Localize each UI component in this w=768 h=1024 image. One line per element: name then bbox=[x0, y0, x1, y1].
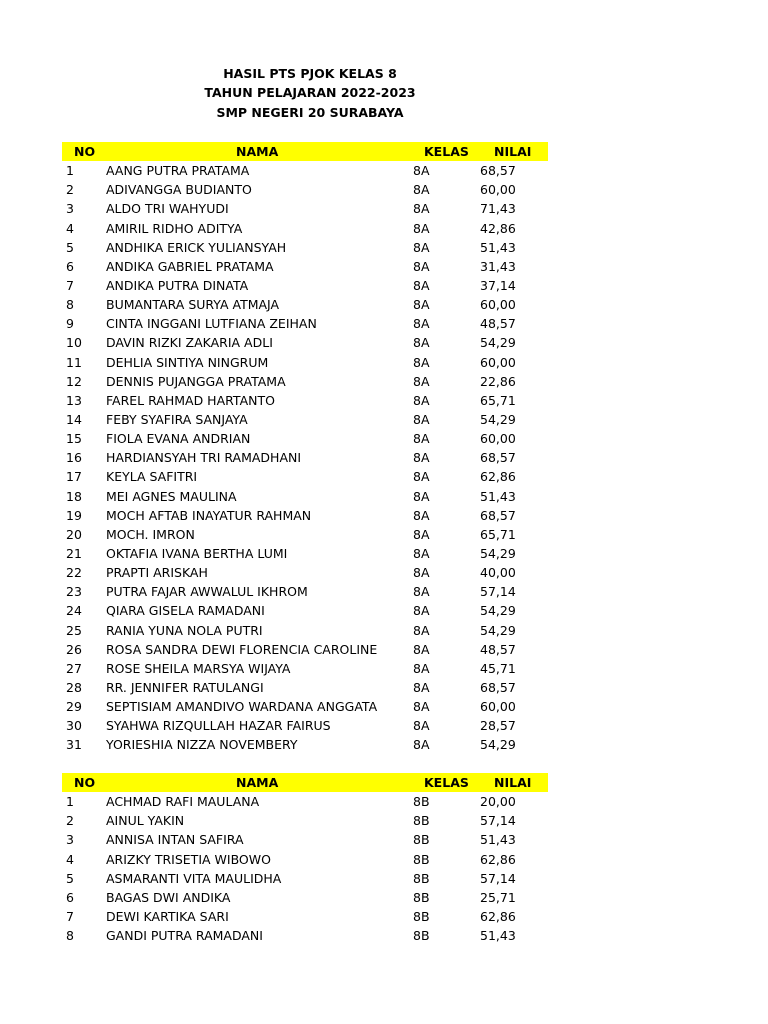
cell-no: 30 bbox=[66, 718, 82, 734]
cell-nama: ROSA SANDRA DEWI FLORENCIA CAROLINE bbox=[106, 641, 378, 657]
cell-kelas: 8A bbox=[413, 450, 430, 466]
cell-kelas: 8A bbox=[413, 220, 430, 236]
table-row bbox=[62, 907, 548, 926]
cell-nilai: 48,57 bbox=[480, 316, 516, 332]
cell-nama: DEHLIA SINTIYA NINGRUM bbox=[106, 354, 269, 370]
table-row bbox=[62, 410, 548, 429]
table-row bbox=[62, 926, 548, 945]
header-kelas: KELAS bbox=[424, 775, 469, 790]
cell-nilai: 62,86 bbox=[480, 469, 516, 485]
cell-nama: ANDIKA PUTRA DINATA bbox=[106, 277, 249, 293]
cell-nilai: 57,14 bbox=[480, 584, 516, 600]
table-row bbox=[62, 180, 548, 199]
cell-kelas: 8A bbox=[413, 258, 430, 274]
cell-nilai: 60,00 bbox=[480, 699, 516, 715]
table-row bbox=[62, 811, 548, 830]
cell-kelas: 8A bbox=[413, 431, 430, 447]
cell-nilai: 54,29 bbox=[480, 545, 516, 561]
table-row bbox=[62, 697, 548, 716]
title-line-year: TAHUN PELAJARAN 2022-2023 bbox=[204, 85, 416, 101]
cell-nama: ANDIKA GABRIEL PRATAMA bbox=[106, 258, 274, 274]
cell-no: 21 bbox=[66, 545, 82, 561]
cell-kelas: 8A bbox=[413, 163, 430, 179]
cell-nama: KEYLA SAFITRI bbox=[106, 469, 198, 485]
table-row bbox=[62, 448, 548, 467]
cell-nama: AANG PUTRA PRATAMA bbox=[106, 163, 250, 179]
table-row bbox=[62, 391, 548, 410]
cell-nama: RR. JENNIFER RATULANGI bbox=[106, 679, 264, 695]
cell-nama: HARDIANSYAH TRI RAMADHANI bbox=[106, 450, 302, 466]
table-row bbox=[62, 353, 548, 372]
cell-no: 26 bbox=[66, 641, 82, 657]
cell-kelas: 8A bbox=[413, 565, 430, 581]
cell-nama: MOCH AFTAB INAYATUR RAHMAN bbox=[106, 507, 312, 523]
cell-kelas: 8A bbox=[413, 335, 430, 351]
cell-nilai: 68,57 bbox=[480, 450, 516, 466]
cell-kelas: 8B bbox=[413, 870, 430, 886]
header-no: NO bbox=[74, 775, 96, 790]
cell-nilai: 45,71 bbox=[480, 660, 516, 676]
cell-kelas: 8A bbox=[413, 182, 430, 198]
table-row bbox=[62, 678, 548, 697]
cell-no: 28 bbox=[66, 679, 82, 695]
cell-no: 8 bbox=[66, 928, 74, 944]
cell-nilai: 54,29 bbox=[480, 603, 516, 619]
cell-kelas: 8A bbox=[413, 699, 430, 715]
cell-no: 27 bbox=[66, 660, 82, 676]
table-row bbox=[62, 888, 548, 907]
table-row bbox=[62, 601, 548, 620]
cell-nama: ROSE SHEILA MARSYA WIJAYA bbox=[106, 660, 291, 676]
cell-nilai: 60,00 bbox=[480, 431, 516, 447]
cell-nama: SYAHWA RIZQULLAH HAZAR FAIRUS bbox=[106, 718, 331, 734]
cell-nama: AINUL YAKIN bbox=[106, 813, 185, 829]
cell-nama: ASMARANTI VITA MAULIDHA bbox=[106, 870, 282, 886]
table-row bbox=[62, 161, 548, 180]
cell-nilai: 65,71 bbox=[480, 392, 516, 408]
cell-no: 24 bbox=[66, 603, 82, 619]
cell-nama: DEWI KARTIKA SARI bbox=[106, 908, 229, 924]
cell-no: 25 bbox=[66, 622, 82, 638]
cell-no: 23 bbox=[66, 584, 82, 600]
cell-nilai: 54,29 bbox=[480, 622, 516, 638]
cell-no: 13 bbox=[66, 392, 82, 408]
cell-nilai: 62,86 bbox=[480, 851, 516, 867]
cell-kelas: 8B bbox=[413, 908, 430, 924]
cell-kelas: 8A bbox=[413, 469, 430, 485]
cell-kelas: 8A bbox=[413, 526, 430, 542]
cell-kelas: 8A bbox=[413, 660, 430, 676]
cell-no: 5 bbox=[66, 870, 74, 886]
table-row bbox=[62, 314, 548, 333]
cell-nama: FIOLA EVANA ANDRIAN bbox=[106, 431, 251, 447]
cell-kelas: 8B bbox=[413, 889, 430, 905]
cell-no: 10 bbox=[66, 335, 82, 351]
cell-no: 11 bbox=[66, 354, 82, 370]
cell-no: 2 bbox=[66, 182, 74, 198]
cell-kelas: 8A bbox=[413, 297, 430, 313]
cell-kelas: 8A bbox=[413, 239, 430, 255]
cell-no: 15 bbox=[66, 431, 82, 447]
table-row bbox=[62, 716, 548, 735]
cell-no: 6 bbox=[66, 889, 74, 905]
table-row bbox=[62, 830, 548, 849]
grade-table-8a bbox=[62, 142, 548, 755]
cell-nama: ACHMAD RAFI MAULANA bbox=[106, 794, 260, 810]
cell-nama: FEBY SYAFIRA SANJAYA bbox=[106, 411, 248, 427]
cell-no: 31 bbox=[66, 737, 82, 753]
cell-nama: ANDHIKA ERICK YULIANSYAH bbox=[106, 239, 287, 255]
cell-kelas: 8A bbox=[413, 584, 430, 600]
cell-no: 29 bbox=[66, 699, 82, 715]
cell-nilai: 48,57 bbox=[480, 641, 516, 657]
table-row bbox=[62, 544, 548, 563]
header-nama: NAMA bbox=[236, 775, 279, 790]
cell-kelas: 8B bbox=[413, 794, 430, 810]
cell-kelas: 8A bbox=[413, 316, 430, 332]
table-row bbox=[62, 333, 548, 352]
cell-no: 3 bbox=[66, 201, 74, 217]
cell-nilai: 54,29 bbox=[480, 411, 516, 427]
cell-nama: RANIA YUNA NOLA PUTRI bbox=[106, 622, 263, 638]
cell-nilai: 60,00 bbox=[480, 297, 516, 313]
table-row bbox=[62, 869, 548, 888]
cell-nama: YORIESHIA NIZZA NOVEMBERY bbox=[106, 737, 298, 753]
cell-nama: PUTRA FAJAR AWWALUL IKHROM bbox=[106, 584, 308, 600]
cell-nilai: 57,14 bbox=[480, 870, 516, 886]
cell-kelas: 8A bbox=[413, 545, 430, 561]
cell-nilai: 71,43 bbox=[480, 201, 516, 217]
cell-no: 1 bbox=[66, 163, 74, 179]
cell-no: 6 bbox=[66, 258, 74, 274]
cell-kelas: 8A bbox=[413, 373, 430, 389]
cell-kelas: 8A bbox=[413, 718, 430, 734]
cell-no: 2 bbox=[66, 813, 74, 829]
cell-nilai: 51,43 bbox=[480, 239, 516, 255]
cell-nama: BUMANTARA SURYA ATMAJA bbox=[106, 297, 280, 313]
header-nilai: NILAI bbox=[494, 775, 532, 790]
cell-nilai: 42,86 bbox=[480, 220, 516, 236]
cell-no: 4 bbox=[66, 851, 74, 867]
cell-kelas: 8A bbox=[413, 411, 430, 427]
header-nilai: NILAI bbox=[494, 144, 532, 159]
cell-kelas: 8A bbox=[413, 507, 430, 523]
cell-no: 4 bbox=[66, 220, 74, 236]
table-row bbox=[62, 659, 548, 678]
cell-nama: ARIZKY TRISETIA WIBOWO bbox=[106, 851, 271, 867]
table-row bbox=[62, 525, 548, 544]
cell-nama: SEPTISIAM AMANDIVO WARDANA ANGGATA bbox=[106, 699, 378, 715]
cell-no: 9 bbox=[66, 316, 74, 332]
table-row bbox=[62, 257, 548, 276]
cell-nilai: 54,29 bbox=[480, 335, 516, 351]
cell-nama: FAREL RAHMAD HARTANTO bbox=[106, 392, 275, 408]
table-row bbox=[62, 372, 548, 391]
cell-nilai: 54,29 bbox=[480, 737, 516, 753]
cell-nama: BAGAS DWI ANDIKA bbox=[106, 889, 231, 905]
cell-kelas: 8A bbox=[413, 277, 430, 293]
cell-nilai: 57,14 bbox=[480, 813, 516, 829]
table-row bbox=[62, 792, 548, 811]
header-nama: NAMA bbox=[236, 144, 279, 159]
title-line-exam: HASIL PTS PJOK KELAS 8 bbox=[223, 66, 397, 81]
cell-nilai: 31,43 bbox=[480, 258, 516, 274]
cell-nama: AMIRIL RIDHO ADITYA bbox=[106, 220, 243, 236]
table-row bbox=[62, 582, 548, 601]
cell-no: 5 bbox=[66, 239, 74, 255]
cell-nama: OKTAFIA IVANA BERTHA LUMI bbox=[106, 545, 288, 561]
cell-nilai: 68,57 bbox=[480, 507, 516, 523]
cell-no: 22 bbox=[66, 565, 82, 581]
cell-nama: DENNIS PUJANGGA PRATAMA bbox=[106, 373, 286, 389]
table-row bbox=[62, 487, 548, 506]
header-no: NO bbox=[74, 144, 96, 159]
cell-kelas: 8B bbox=[413, 832, 430, 848]
cell-no: 17 bbox=[66, 469, 82, 485]
header-kelas: KELAS bbox=[424, 144, 469, 159]
table-row bbox=[62, 219, 548, 238]
cell-kelas: 8A bbox=[413, 201, 430, 217]
cell-nama: GANDI PUTRA RAMADANI bbox=[106, 928, 263, 944]
cell-no: 8 bbox=[66, 297, 74, 313]
cell-kelas: 8A bbox=[413, 641, 430, 657]
cell-nilai: 51,43 bbox=[480, 832, 516, 848]
cell-no: 16 bbox=[66, 450, 82, 466]
table-row bbox=[62, 506, 548, 525]
cell-kelas: 8A bbox=[413, 354, 430, 370]
cell-kelas: 8B bbox=[413, 851, 430, 867]
table-row bbox=[62, 640, 548, 659]
grade-table-8b bbox=[62, 773, 548, 945]
cell-kelas: 8B bbox=[413, 813, 430, 829]
cell-nilai: 37,14 bbox=[480, 277, 516, 293]
cell-nilai: 60,00 bbox=[480, 182, 516, 198]
cell-no: 12 bbox=[66, 373, 82, 389]
cell-nilai: 20,00 bbox=[480, 794, 516, 810]
cell-nilai: 22,86 bbox=[480, 373, 516, 389]
cell-nilai: 62,86 bbox=[480, 908, 516, 924]
cell-nama: PRAPTI ARISKAH bbox=[106, 565, 208, 581]
cell-no: 3 bbox=[66, 832, 74, 848]
cell-nilai: 25,71 bbox=[480, 889, 516, 905]
cell-no: 7 bbox=[66, 277, 74, 293]
cell-nama: MEI AGNES MAULINA bbox=[106, 488, 237, 504]
cell-kelas: 8A bbox=[413, 679, 430, 695]
table-row bbox=[62, 563, 548, 582]
table-row bbox=[62, 850, 548, 869]
document-title bbox=[200, 64, 420, 122]
table-row bbox=[62, 199, 548, 218]
cell-no: 20 bbox=[66, 526, 82, 542]
table-row bbox=[62, 735, 548, 754]
cell-nama: ADIVANGGA BUDIANTO bbox=[106, 182, 252, 198]
table-row bbox=[62, 467, 548, 486]
table-row bbox=[62, 276, 548, 295]
table-row bbox=[62, 429, 548, 448]
cell-kelas: 8A bbox=[413, 488, 430, 504]
cell-nama: ALDO TRI WAHYUDI bbox=[106, 201, 229, 217]
cell-no: 19 bbox=[66, 507, 82, 523]
cell-nilai: 40,00 bbox=[480, 565, 516, 581]
cell-kelas: 8A bbox=[413, 392, 430, 408]
cell-nilai: 68,57 bbox=[480, 163, 516, 179]
table-row bbox=[62, 295, 548, 314]
table-row bbox=[62, 621, 548, 640]
cell-nilai: 65,71 bbox=[480, 526, 516, 542]
table-header bbox=[62, 773, 548, 792]
cell-nilai: 51,43 bbox=[480, 928, 516, 944]
cell-no: 7 bbox=[66, 908, 74, 924]
cell-nama: DAVIN RIZKI ZAKARIA ADLI bbox=[106, 335, 273, 351]
cell-kelas: 8A bbox=[413, 737, 430, 753]
cell-nama: ANNISA INTAN SAFIRA bbox=[106, 832, 244, 848]
cell-nilai: 51,43 bbox=[480, 488, 516, 504]
cell-nilai: 68,57 bbox=[480, 679, 516, 695]
table-header bbox=[62, 142, 548, 161]
cell-no: 1 bbox=[66, 794, 74, 810]
cell-nama: QIARA GISELA RAMADANI bbox=[106, 603, 265, 619]
cell-no: 14 bbox=[66, 411, 82, 427]
cell-kelas: 8B bbox=[413, 928, 430, 944]
title-line-school: SMP NEGERI 20 SURABAYA bbox=[216, 104, 404, 120]
cell-nilai: 60,00 bbox=[480, 354, 516, 370]
cell-nama: CINTA INGGANI LUTFIANA ZEIHAN bbox=[106, 316, 317, 332]
table-row bbox=[62, 238, 548, 257]
cell-kelas: 8A bbox=[413, 622, 430, 638]
cell-nilai: 28,57 bbox=[480, 718, 516, 734]
cell-kelas: 8A bbox=[413, 603, 430, 619]
cell-no: 18 bbox=[66, 488, 82, 504]
cell-nama: MOCH. IMRON bbox=[106, 526, 195, 542]
